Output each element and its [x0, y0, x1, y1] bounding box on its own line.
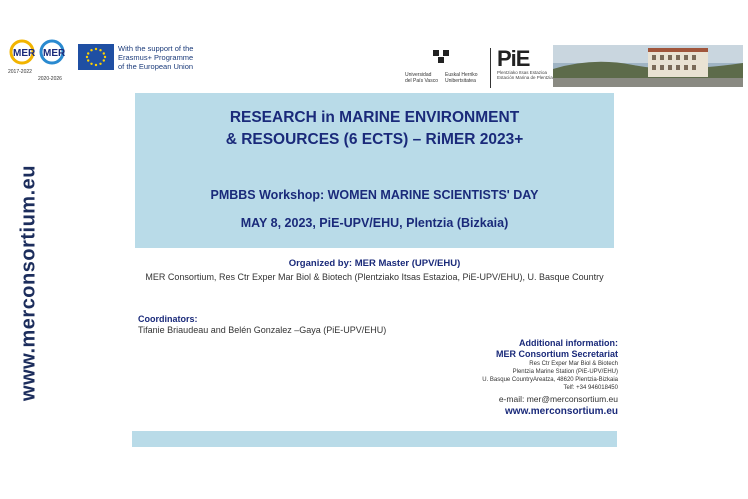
- secretariat-label: MER Consortium Secretariat: [495, 349, 618, 359]
- address-line: Plentzia Marine Station (PiE-UPV/EHU): [512, 369, 618, 375]
- eu-flag-icon: [78, 44, 114, 70]
- svg-text:MER: MER: [13, 48, 36, 59]
- website-link[interactable]: www.merconsortium.eu: [505, 406, 618, 417]
- coordinators-names: Tifanie Briaudeau and Belén Gonzalez –Gaya (PiE-UPV/EHU): [138, 325, 387, 335]
- workshop-title: PMBBS Workshop: WOMEN MARINE SCIENTISTS' DAY: [210, 188, 539, 202]
- pie-mark: PiE: [497, 46, 530, 71]
- mer-year-1: 2017-2022: [8, 69, 32, 75]
- pie-logo: PiE Plentziako Itsas Estazioa Estación Marina de Plentzia: [490, 48, 555, 88]
- phone-line: Telf: +34 946018450: [563, 385, 618, 391]
- additional-info: [358, 338, 618, 418]
- event-date-place: MAY 8, 2023, PiE-UPV/EHU, Plentzia (Bizkaia): [240, 216, 509, 230]
- upv-ehu-logo: Universidad del País Vasco Euskal Herriko Unibertsitatea: [405, 48, 483, 88]
- eu-support-text: With the support of the Erasmus+ Programme of the European Union: [118, 44, 194, 71]
- title-box: [135, 93, 614, 248]
- organizers-line: MER Consortium, Res Ctr Exper Mar Biol & Biotech (Plentziako Itsas Estazioa, PiE-UPV/EHU), U. Basque Country: [145, 272, 604, 282]
- marine-station-photo: [553, 45, 743, 87]
- email-link[interactable]: e-mail: mer@merconsortium.eu: [498, 394, 618, 404]
- address-line: U. Basque CountryAreatza, 48620 Plentzia-Bizkaia: [482, 377, 618, 383]
- svg-text:MER: MER: [43, 48, 66, 59]
- coordinators-label: Coordinators:: [138, 314, 198, 324]
- organized-by-label: Organized by: MER Master (UPV/EHU): [288, 258, 461, 269]
- address-line: Res Ctr Exper Mar Biol & Biotech: [529, 361, 618, 367]
- mer-logo: [8, 38, 70, 82]
- mer-year-2: 2020-2026: [38, 76, 62, 82]
- course-title: RESEARCH in MARINE ENVIRONMENT & RESOURCES (6 ECTS) – RiMER 2023+: [225, 109, 524, 148]
- bottom-bar: [132, 431, 617, 447]
- additional-info-label: Additional information:: [519, 338, 618, 348]
- side-website-url[interactable]: www.merconsortium.eu: [17, 165, 40, 401]
